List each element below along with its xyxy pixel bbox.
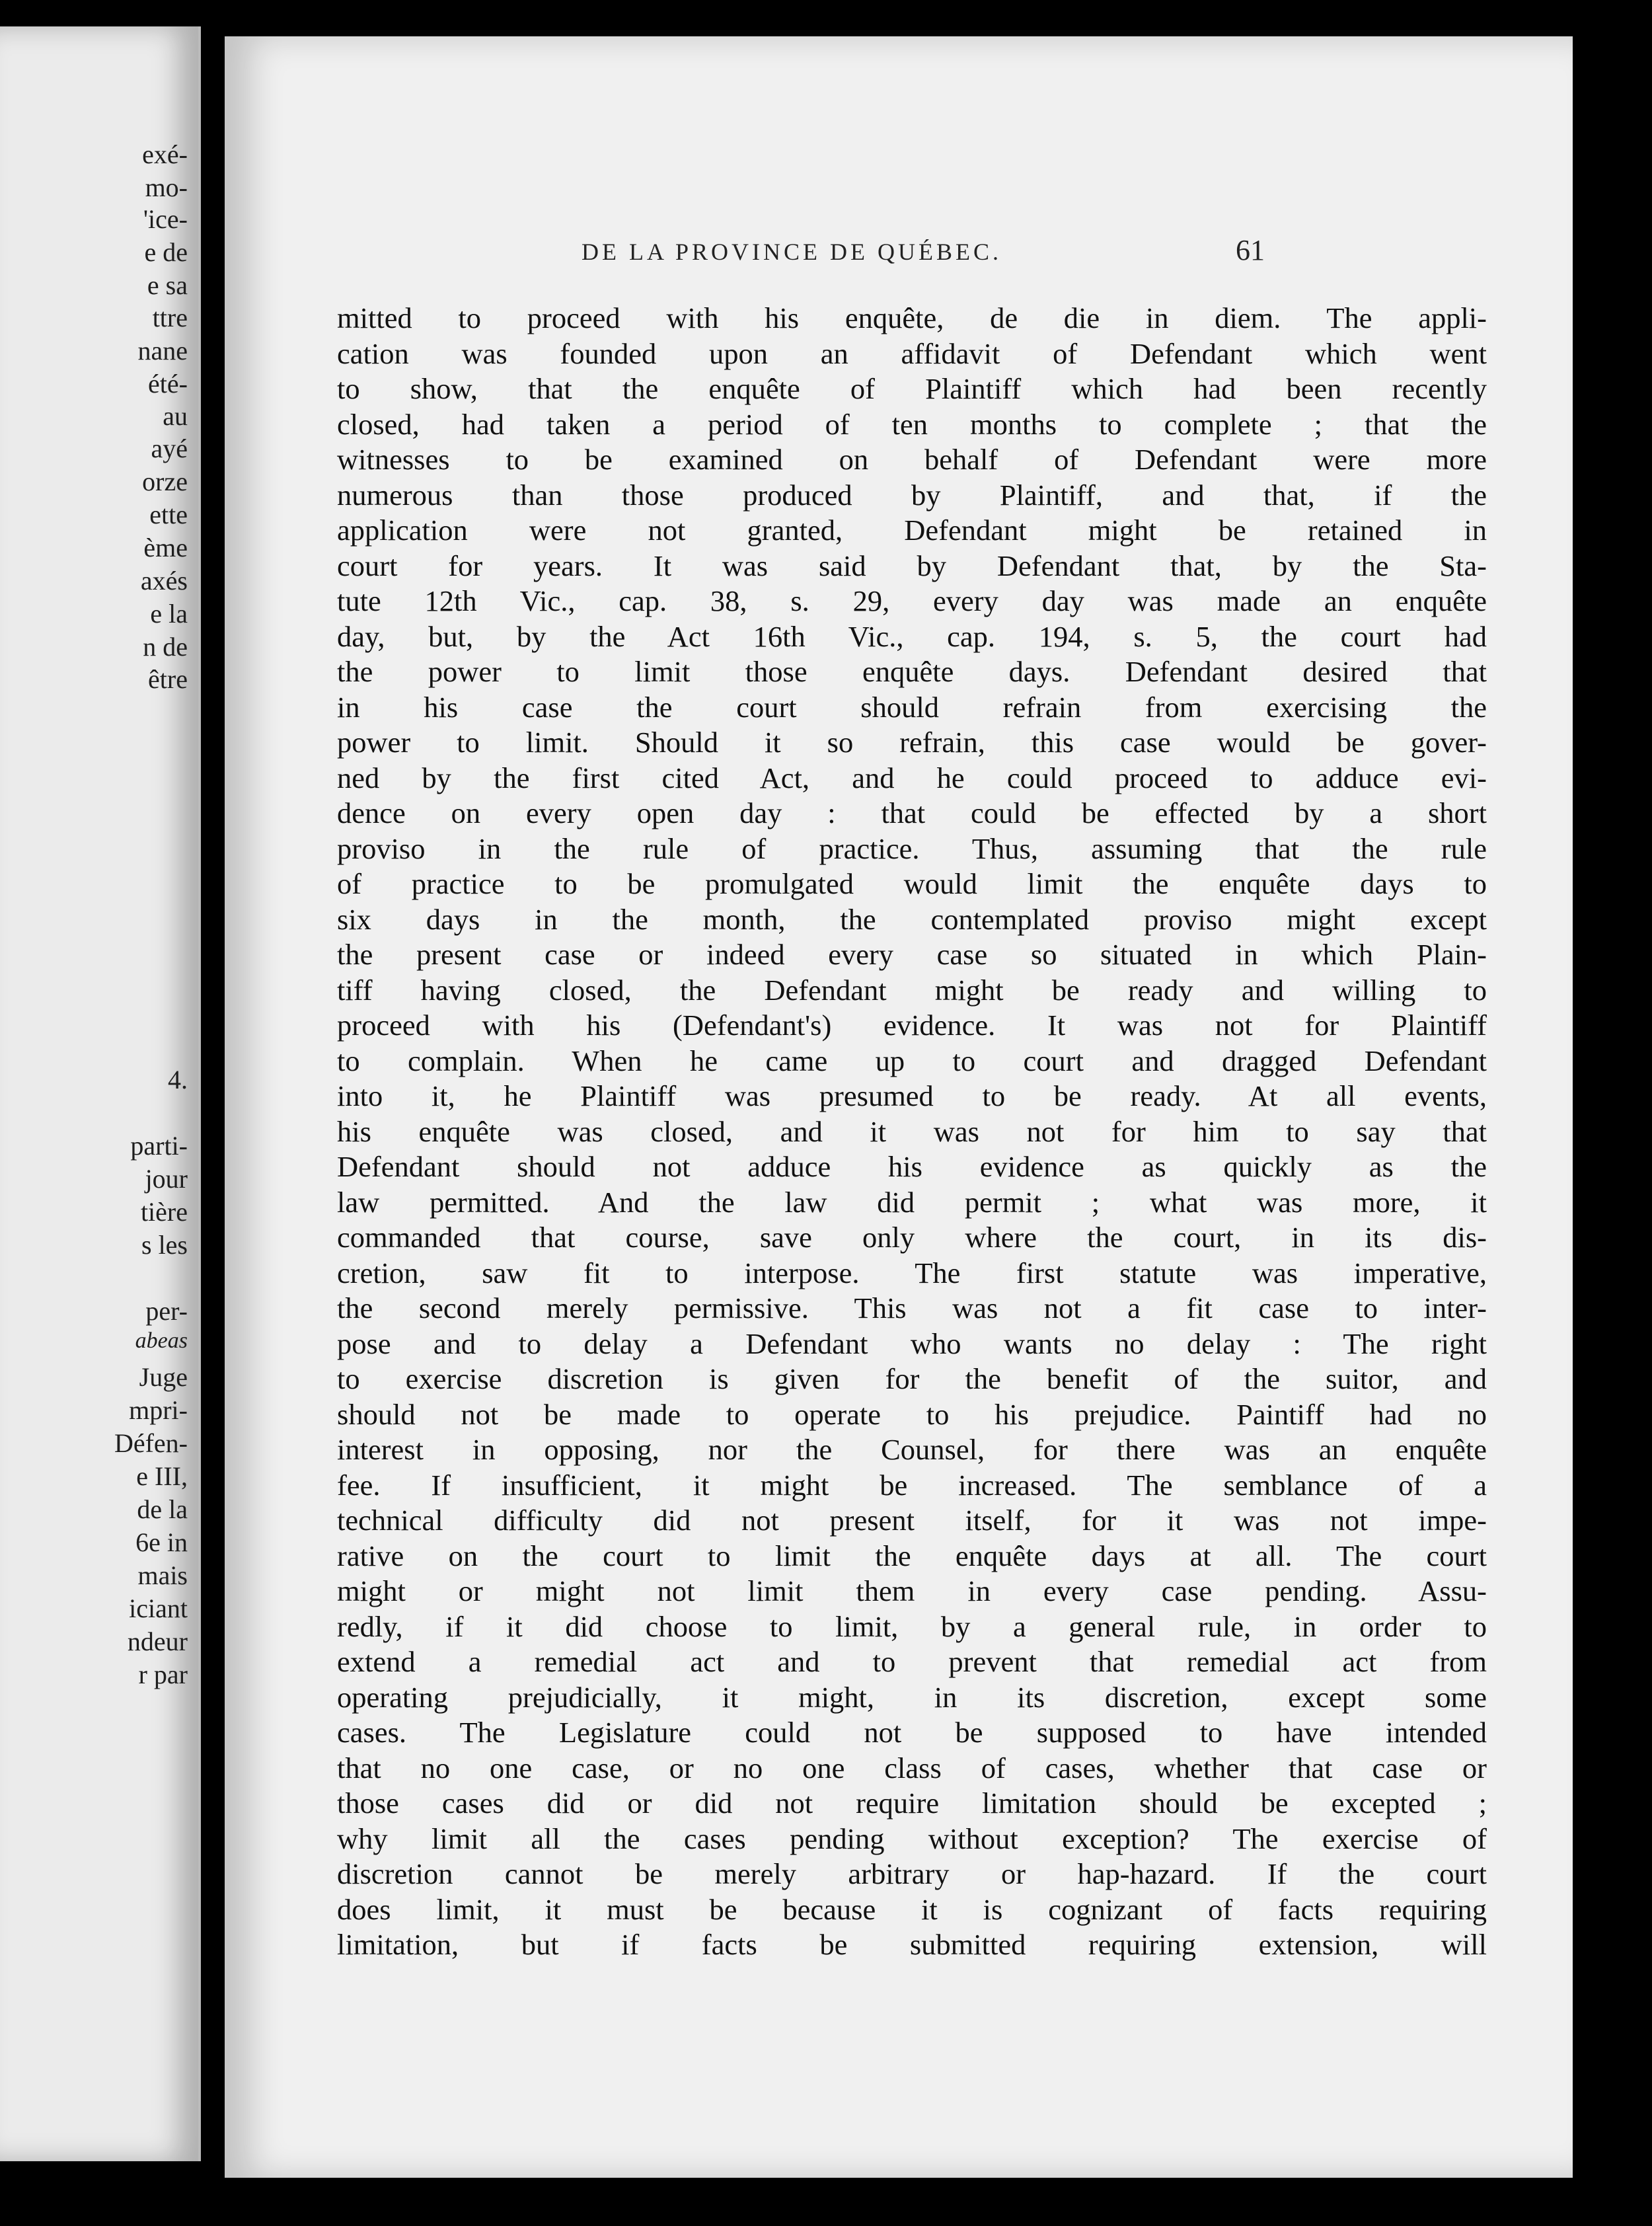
- text-line: those cases did or did not require limitation should be excepted ;: [337, 1786, 1487, 1820]
- page-number: 61: [1236, 234, 1265, 266]
- facing-page-fragment-line: 4.: [168, 1065, 188, 1094]
- text-line: rative on the court to limit the enquête days at all. The court: [337, 1539, 1487, 1572]
- facing-page-fragment-line: Défen-: [114, 1428, 188, 1458]
- text-line: six days in the month, the contemplated proviso might except: [337, 902, 1487, 936]
- text-line: closed, had taken a period of ten months to complete ; that the: [337, 407, 1487, 441]
- text-line: dence on every open day : that could be effected by a short: [337, 796, 1487, 829]
- facing-page-fragment-line: e III,: [136, 1461, 188, 1491]
- text-line: his enquête was closed, and it was not for him to say that: [337, 1114, 1487, 1148]
- facing-page-fragment-line: jour: [145, 1164, 188, 1194]
- facing-page-fragment-line: n de: [143, 632, 188, 662]
- text-line: cretion, saw fit to interpose. The first statute was imperative,: [337, 1256, 1487, 1289]
- facing-page-fragment-line: axés: [140, 566, 188, 595]
- facing-page-fragment-line: ttre: [152, 303, 188, 332]
- facing-page-fragment-line: ndeur: [127, 1627, 188, 1656]
- facing-page-fragment-line: e la: [150, 599, 188, 629]
- text-line: application were not granted, Defendant might be retained in: [337, 514, 1487, 547]
- facing-page-fragment-line: été-: [148, 369, 188, 399]
- facing-page-fragment-line: ette: [149, 500, 188, 529]
- facing-page-fragment-line: per-: [145, 1296, 188, 1326]
- text-line: in his case the court should refrain from exercising the: [337, 690, 1487, 724]
- text-line: proviso in the rule of practice. Thus, assuming that the rule: [337, 831, 1487, 865]
- text-line: tute 12th Vic., cap. 38, s. 29, every day was made an enquête: [337, 584, 1487, 617]
- body-text: [337, 301, 1487, 1963]
- facing-page-fragment-line: orze: [142, 467, 188, 496]
- facing-page-fragment-line: e sa: [147, 270, 188, 300]
- facing-page-fragment-line: tière: [140, 1197, 188, 1227]
- facing-page-fragment-line: exé-: [142, 139, 188, 169]
- facing-page-fragment-line: s les: [141, 1230, 188, 1260]
- facing-page-fragment-line: parti-: [130, 1131, 188, 1161]
- text-line: might or might not limit them in every case pending. Assu-: [337, 1574, 1487, 1607]
- text-line: commanded that course, save only where the court, in its dis-: [337, 1221, 1487, 1254]
- text-line: cases. The Legislature could not be supposed to have intended: [337, 1716, 1487, 1749]
- facing-page-fragment-line: Juge: [139, 1362, 188, 1392]
- text-line: Defendant should not adduce his evidence as quickly as the: [337, 1150, 1487, 1183]
- facing-page-fragment-line: mpri-: [129, 1395, 188, 1425]
- book-page: [225, 36, 1573, 2178]
- text-line: to complain. When he came up to court and dragged Defendant: [337, 1044, 1487, 1077]
- text-line: ned by the first cited Act, and he could proceed to adduce evi-: [337, 761, 1487, 794]
- text-line: pose and to delay a Defendant who wants no delay : The right: [337, 1326, 1487, 1360]
- facing-page-fragment-line: de la: [137, 1494, 188, 1524]
- text-line: of practice to be promulgated would limit the enquête days to: [337, 867, 1487, 900]
- facing-page-fragment-line: 6e in: [135, 1527, 188, 1557]
- text-line: court for years. It was said by Defendant that, by the Sta-: [337, 549, 1487, 582]
- facing-page-fragment-line: e de: [144, 237, 188, 267]
- text-line: discretion cannot be merely arbitrary or hap-hazard. If the court: [337, 1857, 1487, 1890]
- text-line: redly, if it did choose to limit, by a general rule, in order to: [337, 1609, 1487, 1643]
- facing-page-fragment-line: abeas: [135, 1328, 188, 1353]
- text-line: day, but, by the Act 16th Vic., cap. 194, s. 5, the court had: [337, 619, 1487, 653]
- text-line: power to limit. Should it so refrain, this case would be gover-: [337, 726, 1487, 759]
- text-line: why limit all the cases pending without exception? The exercise of: [337, 1822, 1487, 1855]
- facing-page-fragment-line: mo-: [145, 173, 188, 202]
- text-line: to show, that the enquête of Plaintiff which had been recently: [337, 372, 1487, 405]
- facing-page-fragment-line: mais: [137, 1560, 188, 1590]
- text-line: mitted to proceed with his enquête, de die in diem. The appli-: [337, 301, 1487, 334]
- facing-page-fragment-line: 'ice-: [143, 204, 188, 234]
- facing-page-fragment: [0, 26, 201, 2161]
- text-line: the power to limit those enquête days. Defendant desired that: [337, 655, 1487, 688]
- facing-page-fragment-line: être: [148, 664, 188, 694]
- facing-page-fragment-line: au: [163, 401, 188, 431]
- facing-page-fragment-line: nane: [137, 336, 188, 365]
- text-line: into it, he Plaintiff was presumed to be ready. At all events,: [337, 1079, 1487, 1112]
- text-line: interest in opposing, nor the Counsel, for there was an enquête: [337, 1433, 1487, 1466]
- text-line: proceed with his (Defendant's) evidence. It was not for Plaintiff: [337, 1009, 1487, 1042]
- text-line: extend a remedial act and to prevent that remedial act from: [337, 1645, 1487, 1678]
- text-line: law permitted. And the law did permit ; what was more, it: [337, 1185, 1487, 1219]
- text-line: technical difficulty did not present itself, for it was not impe-: [337, 1504, 1487, 1537]
- running-head: DE LA PROVINCE DE QUÉBEC.: [582, 239, 1002, 265]
- text-line: tiff having closed, the Defendant might be ready and willing to: [337, 973, 1487, 1007]
- facing-page-fragment-line: ayé: [151, 434, 188, 463]
- text-line: witnesses to be examined on behalf of Defendant were more: [337, 443, 1487, 476]
- text-line: that no one case, or no one class of cases, whether that case or: [337, 1751, 1487, 1785]
- text-line: the present case or indeed every case so situated in which Plain-: [337, 938, 1487, 971]
- facing-page-fragment-line: ème: [143, 533, 188, 562]
- text-line: to exercise discretion is given for the benefit of the suitor, and: [337, 1362, 1487, 1395]
- text-line: should not be made to operate to his prejudice. Paintiff had no: [337, 1397, 1487, 1431]
- text-line: limitation, but if facts be submitted requiring extension, will: [337, 1928, 1487, 1961]
- facing-page-fragment-line: iciant: [129, 1593, 188, 1623]
- text-line: numerous than those produced by Plaintiff, and that, if the: [337, 478, 1487, 512]
- text-line: the second merely permissive. This was not a fit case to inter-: [337, 1291, 1487, 1324]
- text-line: fee. If insufficient, it might be increased. The semblance of a: [337, 1468, 1487, 1502]
- text-line: operating prejudicially, it might, in its discretion, except some: [337, 1680, 1487, 1714]
- facing-page-fragment-line: r par: [138, 1660, 188, 1689]
- text-line: cation was founded upon an affidavit of Defendant which went: [337, 336, 1487, 370]
- text-line: does limit, it must be because it is cognizant of facts requiring: [337, 1892, 1487, 1926]
